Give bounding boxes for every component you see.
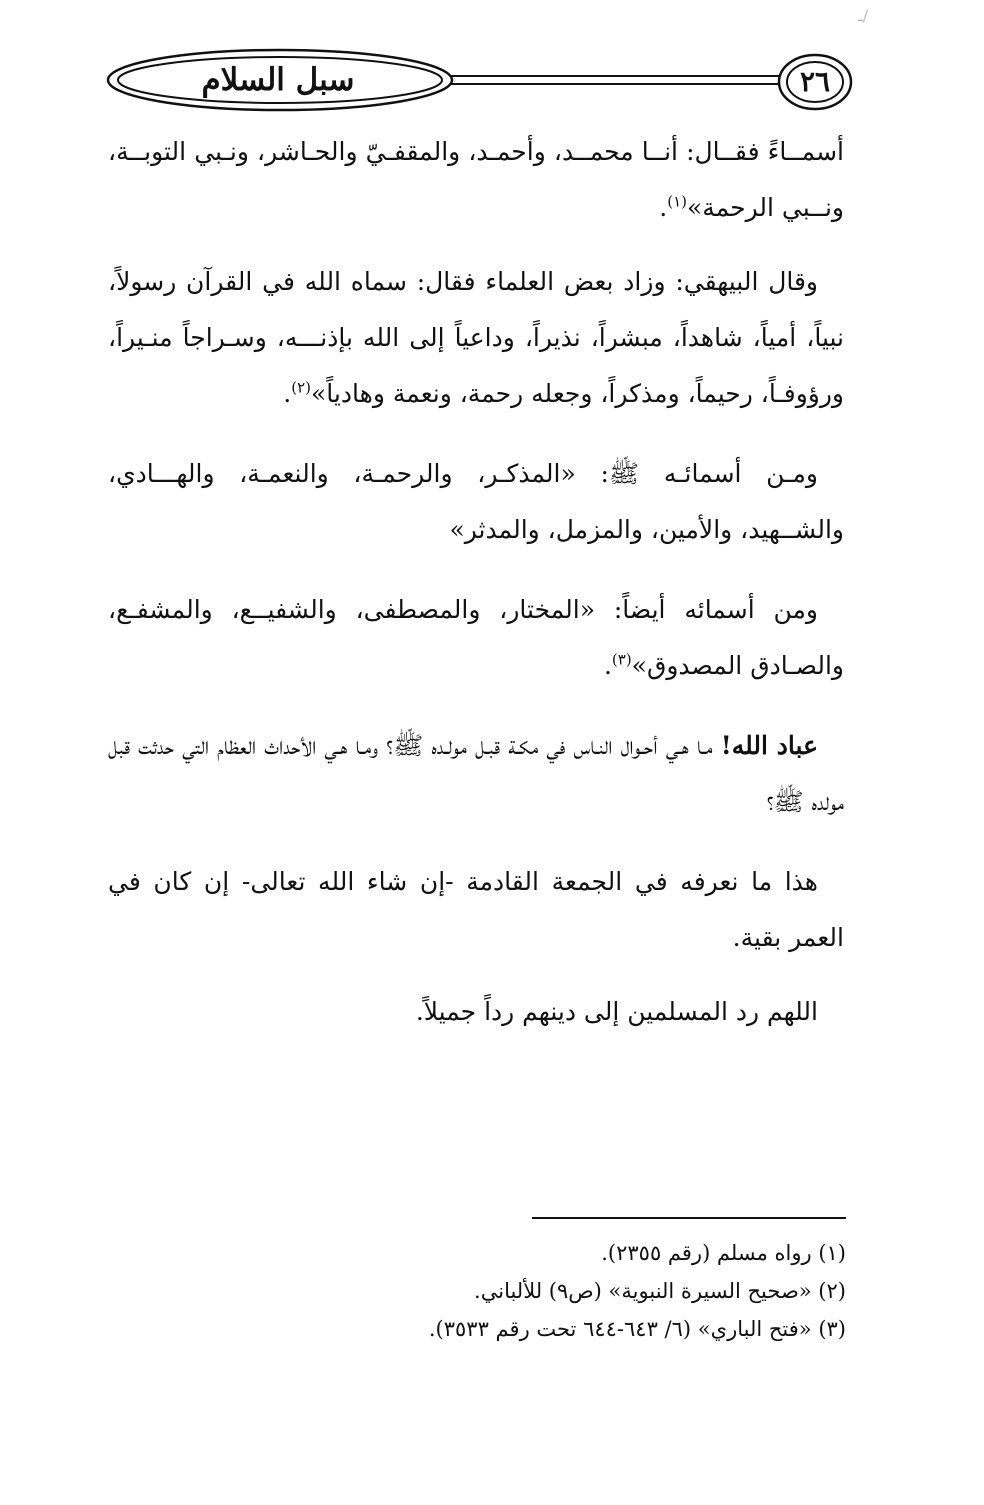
running-title: سبل السلام	[201, 62, 355, 98]
scan-artifact-mark: ـ/	[858, 6, 869, 25]
paragraph-6	[108, 854, 844, 966]
paragraph-1-end: .	[659, 193, 668, 222]
paragraph-3	[108, 446, 844, 558]
paragraph-5-text: مـا هـي أحـوال النـاس في مكـة قبـل مولـده ﷺ؟ ومـا هـي الأحداث العظام التي حدثت قبل مولده ﷺ؟	[108, 731, 844, 816]
footnote-3: (٣) «فتح الباري» (٦/ ٦٤٣-٦٤٤ تحت رقم ٣٥٣٣).	[428, 1317, 846, 1341]
paragraph-1	[108, 124, 844, 236]
page-header	[105, 48, 853, 116]
body-text	[108, 124, 844, 1064]
paragraph-6-text: هذا ما نعرفه في الجمعة القادمة -إن شاء الله تعالى- إن كان في العمر بقية.	[108, 867, 844, 952]
footnote-ref-1: (١)	[667, 192, 688, 211]
paragraph-4	[108, 582, 844, 694]
footnote-ref-2: (٢)	[291, 378, 312, 397]
footnote-1: (١) رواه مسلم (رقم ٢٣٥٥).	[601, 1241, 846, 1265]
footnotes	[300, 1234, 846, 1348]
paragraph-7-text: اللهم رد المسلمين إلى دينهم رداً جميلاً.	[415, 997, 818, 1026]
paragraph-1-text: أسمــاءً فقــال: أنــا محمــد، وأحمـد، والمقفـيّ والحـاشر، ونـبي التوبــة، ونــبي الرحمة»	[108, 137, 844, 222]
footnote-separator	[532, 1217, 846, 1219]
paragraph-5	[108, 718, 844, 830]
paragraph-5-lead: عباد الله!	[720, 731, 818, 760]
footnote-2: (٢) «صحيح السيرة النبوية» (ص٩) للألباني.	[474, 1279, 846, 1303]
paragraph-7	[108, 984, 844, 1040]
paragraph-4-end: .	[603, 651, 612, 680]
paragraph-2	[108, 254, 844, 422]
paragraph-3-text: ومـن أسمائـه ﷺ: «المذكـر، والرحمـة، والنعمـة، والهـــادي، والشــهيد، والأمين، والمزمل، والمدثر»	[108, 459, 844, 544]
footnote-ref-3: (٣)	[611, 650, 632, 669]
paragraph-2-end: .	[283, 379, 292, 408]
page-number: ٢٦	[799, 65, 831, 98]
paragraph-4-text: ومن أسمائه أيضاً: «المختار، والمصطفى، والشفيــع، والمشفـع، والصـادق المصدوق»	[108, 595, 844, 680]
paragraph-2-text: وقال البيهقي: وزاد بعض العلماء فقال: سماه الله في القرآن رسولاً، نبياً، أمياً، شاهداً، مبشراً، نذيراً، وداعياً إلى الله بإذنـــه، وسـراجاً منـيراً، ورؤوفـاً، رحيماً، ومذكراً، وجعله رحمة، ونعمة وهادياً»	[108, 267, 844, 408]
